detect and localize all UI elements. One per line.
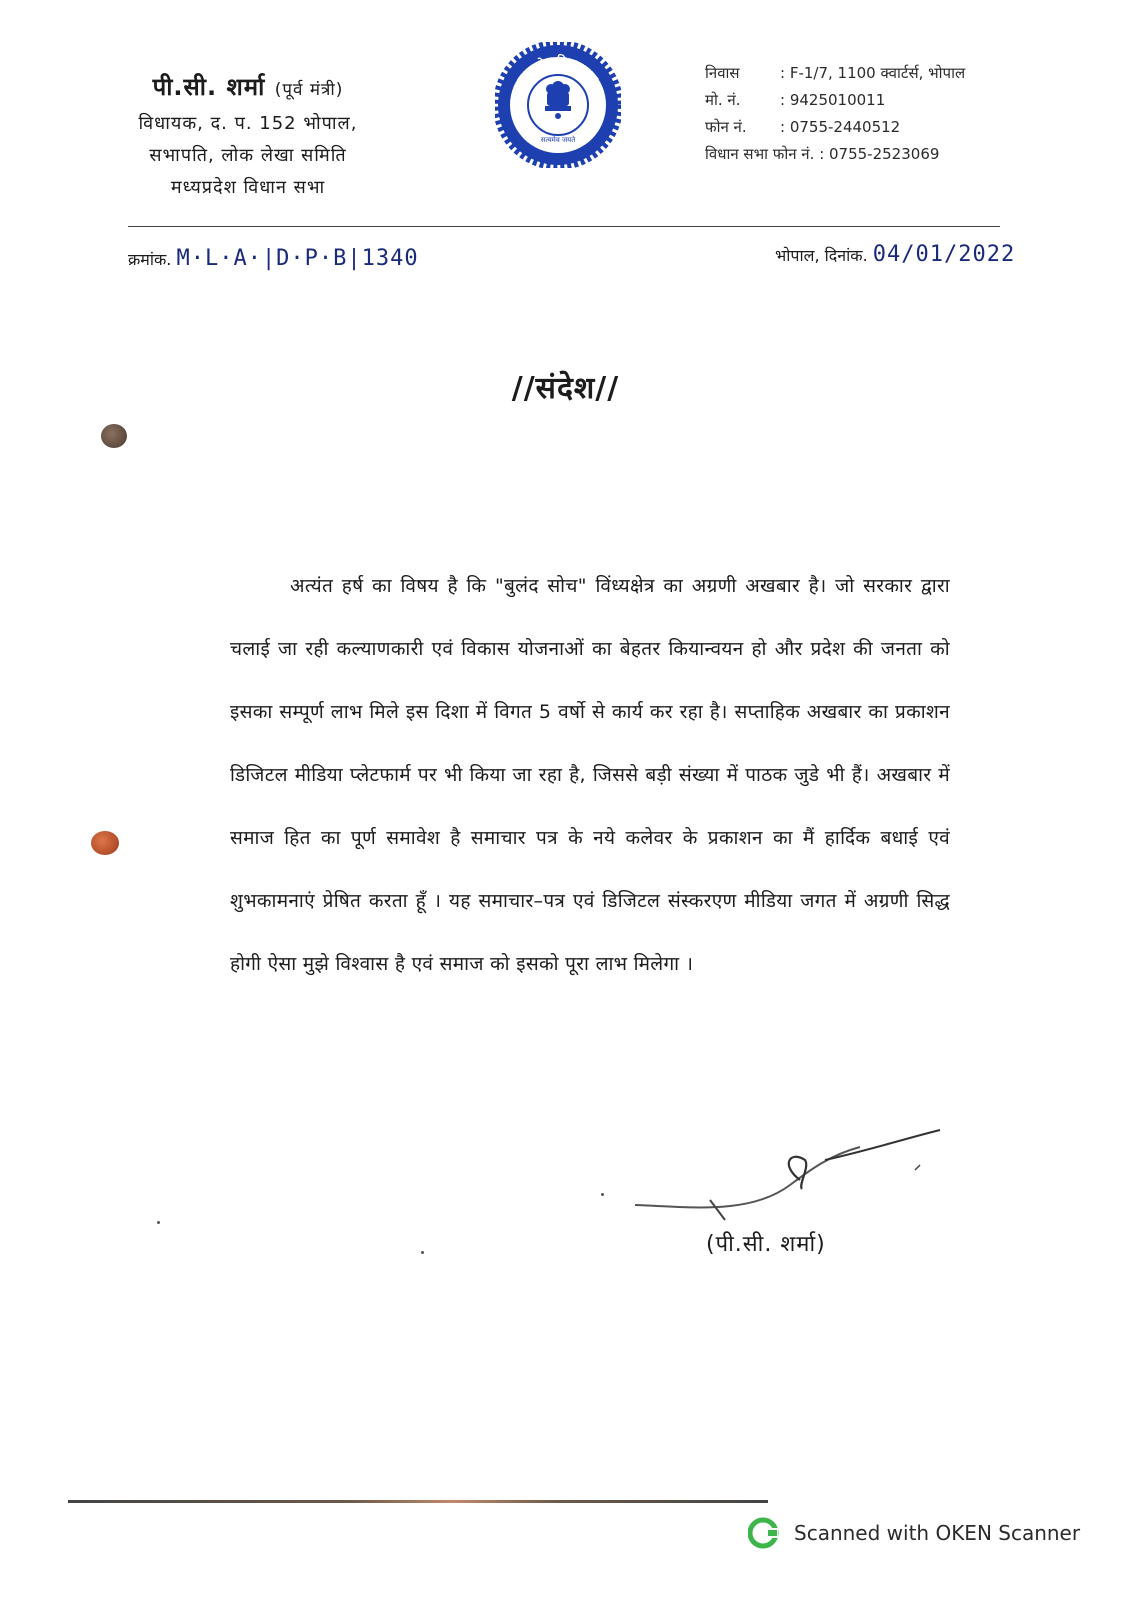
message-body [230,555,950,996]
sender-block [128,70,368,199]
sender-name: पी.सी. शर्मा (पूर्व मंत्री) [152,73,344,101]
sender-line-2: सभापति, लोक लेखा समिति [149,145,347,166]
contact-row-residence: निवास : F-1/7, 1100 क्वार्टर्स, भोपाल [705,64,966,82]
scanner-watermark [748,1515,1080,1551]
footer-divider [68,1500,768,1503]
sender-line-1: विधायक, द. प. 152 भोपाल, [138,113,358,134]
sender-title-note: (पूर्व मंत्री) [274,80,344,100]
contact-row-phone: फोन नं. : 0755-2440512 [705,118,901,136]
punch-hole-mark [91,831,119,855]
letter-title: //संदेश// [511,371,620,406]
seal-ring-text: मध्यप्रदेश विधानसभा [514,53,601,86]
reference-number: क्रमांक. M·L·A·|D·P·B|1340 [128,246,419,271]
signatory-name: (पी.सी. शर्मा) [706,1232,826,1257]
date-value: 04/01/2022 [872,242,1016,267]
seal-bottom-text: सत्यमेव जयते [540,136,576,144]
scanner-watermark-text: Scanned with OKEN Scanner [794,1521,1081,1545]
sender-line-3: मध्यप्रदेश विधान सभा [170,177,326,198]
letter-date: भोपाल, दिनांक. 04/01/2022 [775,242,1016,267]
message-paragraph: अत्यंत हर्ष का विषय है कि "बुलंद सोच" विंध्यक्षेत्र का अग्रणी अखबार है। जो सरकार द्वारा चलाई जा रही कल्याणकारी एवं विकास योजनाओं का बेहतर कियान्वयन हो और प्रदेश की जनता को इसका सम्पूर्ण लाभ मिले इस दिशा में विगत 5 वर्षो से कार्य कर रहा है। सप्ताहिक अखबार का प्रकाशन डिजिटल मीडिया प्लेटफार्म पर भी किया जा रहा है, जिससे बड़ी संख्या में पाठक जुडे भी हैं। अखबार में समाज हित का पूर्ण समावेश है समाचार पत्र के नये कलेवर के प्रकाशन का मैं हार्दिक बधाई एवं शुभकामनाएं प्रेषित करता हूँ । यह समाचार–पत्र एवं डिजिटल संस्करएण मीडिया जगत में अग्रणी सिद्ध होगी ऐसा मुझे विश्वास है एवं समाज को इसको पूरा लाभ मिलेगा । [230,575,950,975]
handwritten-signature [630,1125,950,1225]
punch-hole-mark [101,424,127,448]
header-divider [128,226,1000,227]
vidhan-sabha-seal [495,42,621,168]
reference-value: M·L·A·|D·P·B|1340 [176,246,419,271]
scan-speck [601,1193,604,1196]
scan-speck [421,1251,424,1254]
scan-speck [157,1221,160,1224]
oken-scanner-logo-icon [748,1516,782,1550]
contact-row-mobile: मो. नं. : 9425010011 [705,91,886,109]
contact-block [705,60,965,168]
contact-row-assembly-phone: विधान सभा फोन नं. : 0755-2523069 [705,145,940,163]
